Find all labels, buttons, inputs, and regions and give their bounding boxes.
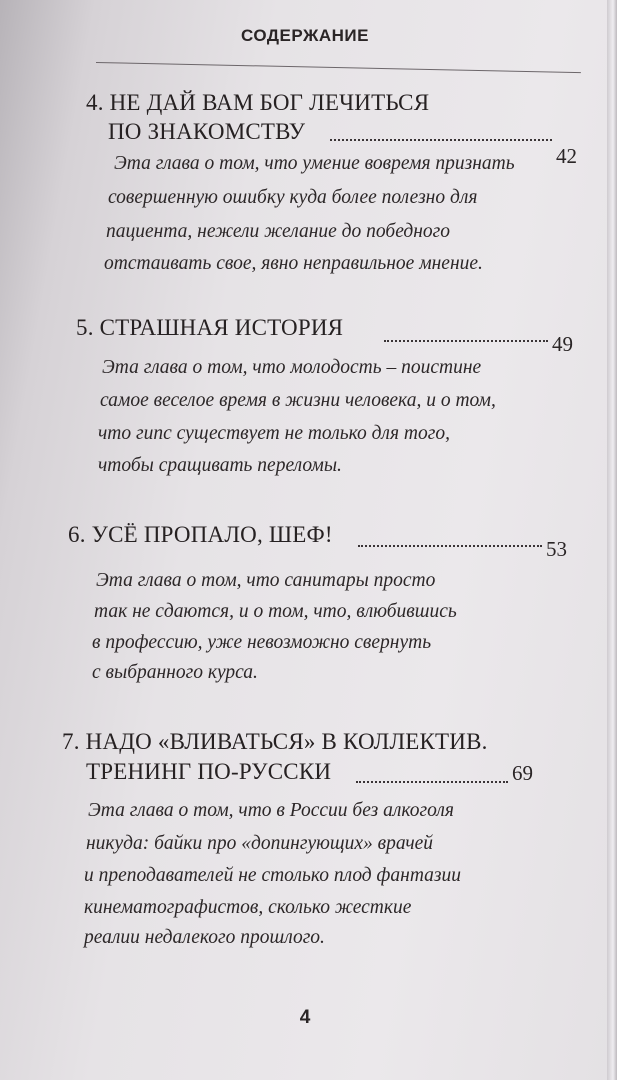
chapter-title-line2: ТРЕНИНГ ПО-РУССКИ bbox=[86, 759, 332, 784]
chapter-description-line: Эта глава о том, что в России без алкоголя bbox=[88, 800, 454, 821]
chapter-description-line: Эта глава о том, что санитары просто bbox=[96, 570, 436, 591]
chapter-description-line: реалии недалекого прошлого. bbox=[84, 927, 325, 948]
chapter-title-line2: ПО ЗНАКОМСТВУ bbox=[108, 119, 306, 144]
page-number: 42 bbox=[556, 144, 577, 168]
dot-leader bbox=[384, 340, 548, 342]
chapter-description-line: и преподавателей не столько плод фантазии bbox=[84, 865, 461, 886]
chapter-description-line: совершенную ошибку куда более полезно для bbox=[108, 187, 478, 208]
chapter-description-line: Эта глава о том, что умение вовремя признать bbox=[114, 153, 515, 174]
chapter-description-line: в профессию, уже невозможно свернуть bbox=[92, 632, 432, 653]
chapter-description-line: никуда: байки про «допингующих» врачей bbox=[86, 833, 434, 854]
chapter-title: 5. СТРАШНАЯ ИСТОРИЯ bbox=[76, 315, 344, 340]
chapter-description-line: Эта глава о том, что молодость – поистине bbox=[102, 357, 482, 378]
running-head: СОДЕРЖАНИЕ bbox=[241, 26, 369, 45]
page-number: 49 bbox=[552, 332, 573, 356]
chapter-title: 6. УСЁ ПРОПАЛО, ШЕФ! bbox=[68, 522, 333, 547]
dot-leader bbox=[358, 545, 542, 547]
chapter-description-line: кинематографистов, сколько жесткие bbox=[84, 897, 412, 918]
dot-leader bbox=[330, 139, 552, 141]
chapter-description-line: самое веселое время в жизни человека, и о том, bbox=[100, 390, 496, 411]
chapter-description-line: пациента, нежели желание до победного bbox=[106, 221, 451, 242]
chapter-description-line: отстаивать свое, явно неправильное мнение. bbox=[104, 253, 483, 274]
page-folio: 4 bbox=[299, 1007, 311, 1028]
chapter-description-line: так не сдаются, и о том, что, влюбившись bbox=[94, 601, 457, 622]
chapter-title-line1: 4. НЕ ДАЙ ВАМ БОГ ЛЕЧИТЬСЯ bbox=[86, 90, 430, 115]
page-number: 53 bbox=[546, 537, 567, 561]
chapter-description-line: чтобы сращивать переломы. bbox=[98, 455, 342, 476]
header-rule bbox=[96, 62, 581, 73]
page-number: 69 bbox=[512, 761, 533, 785]
chapter-description-line: с выбранного курса. bbox=[92, 662, 258, 683]
chapter-description-line: что гипс существует не только для того, bbox=[98, 423, 450, 444]
dot-leader bbox=[356, 781, 508, 783]
chapter-title-line1: 7. НАДО «ВЛИВАТЬСЯ» В КОЛЛЕКТИВ. bbox=[62, 729, 488, 754]
page-edge bbox=[607, 0, 617, 1080]
